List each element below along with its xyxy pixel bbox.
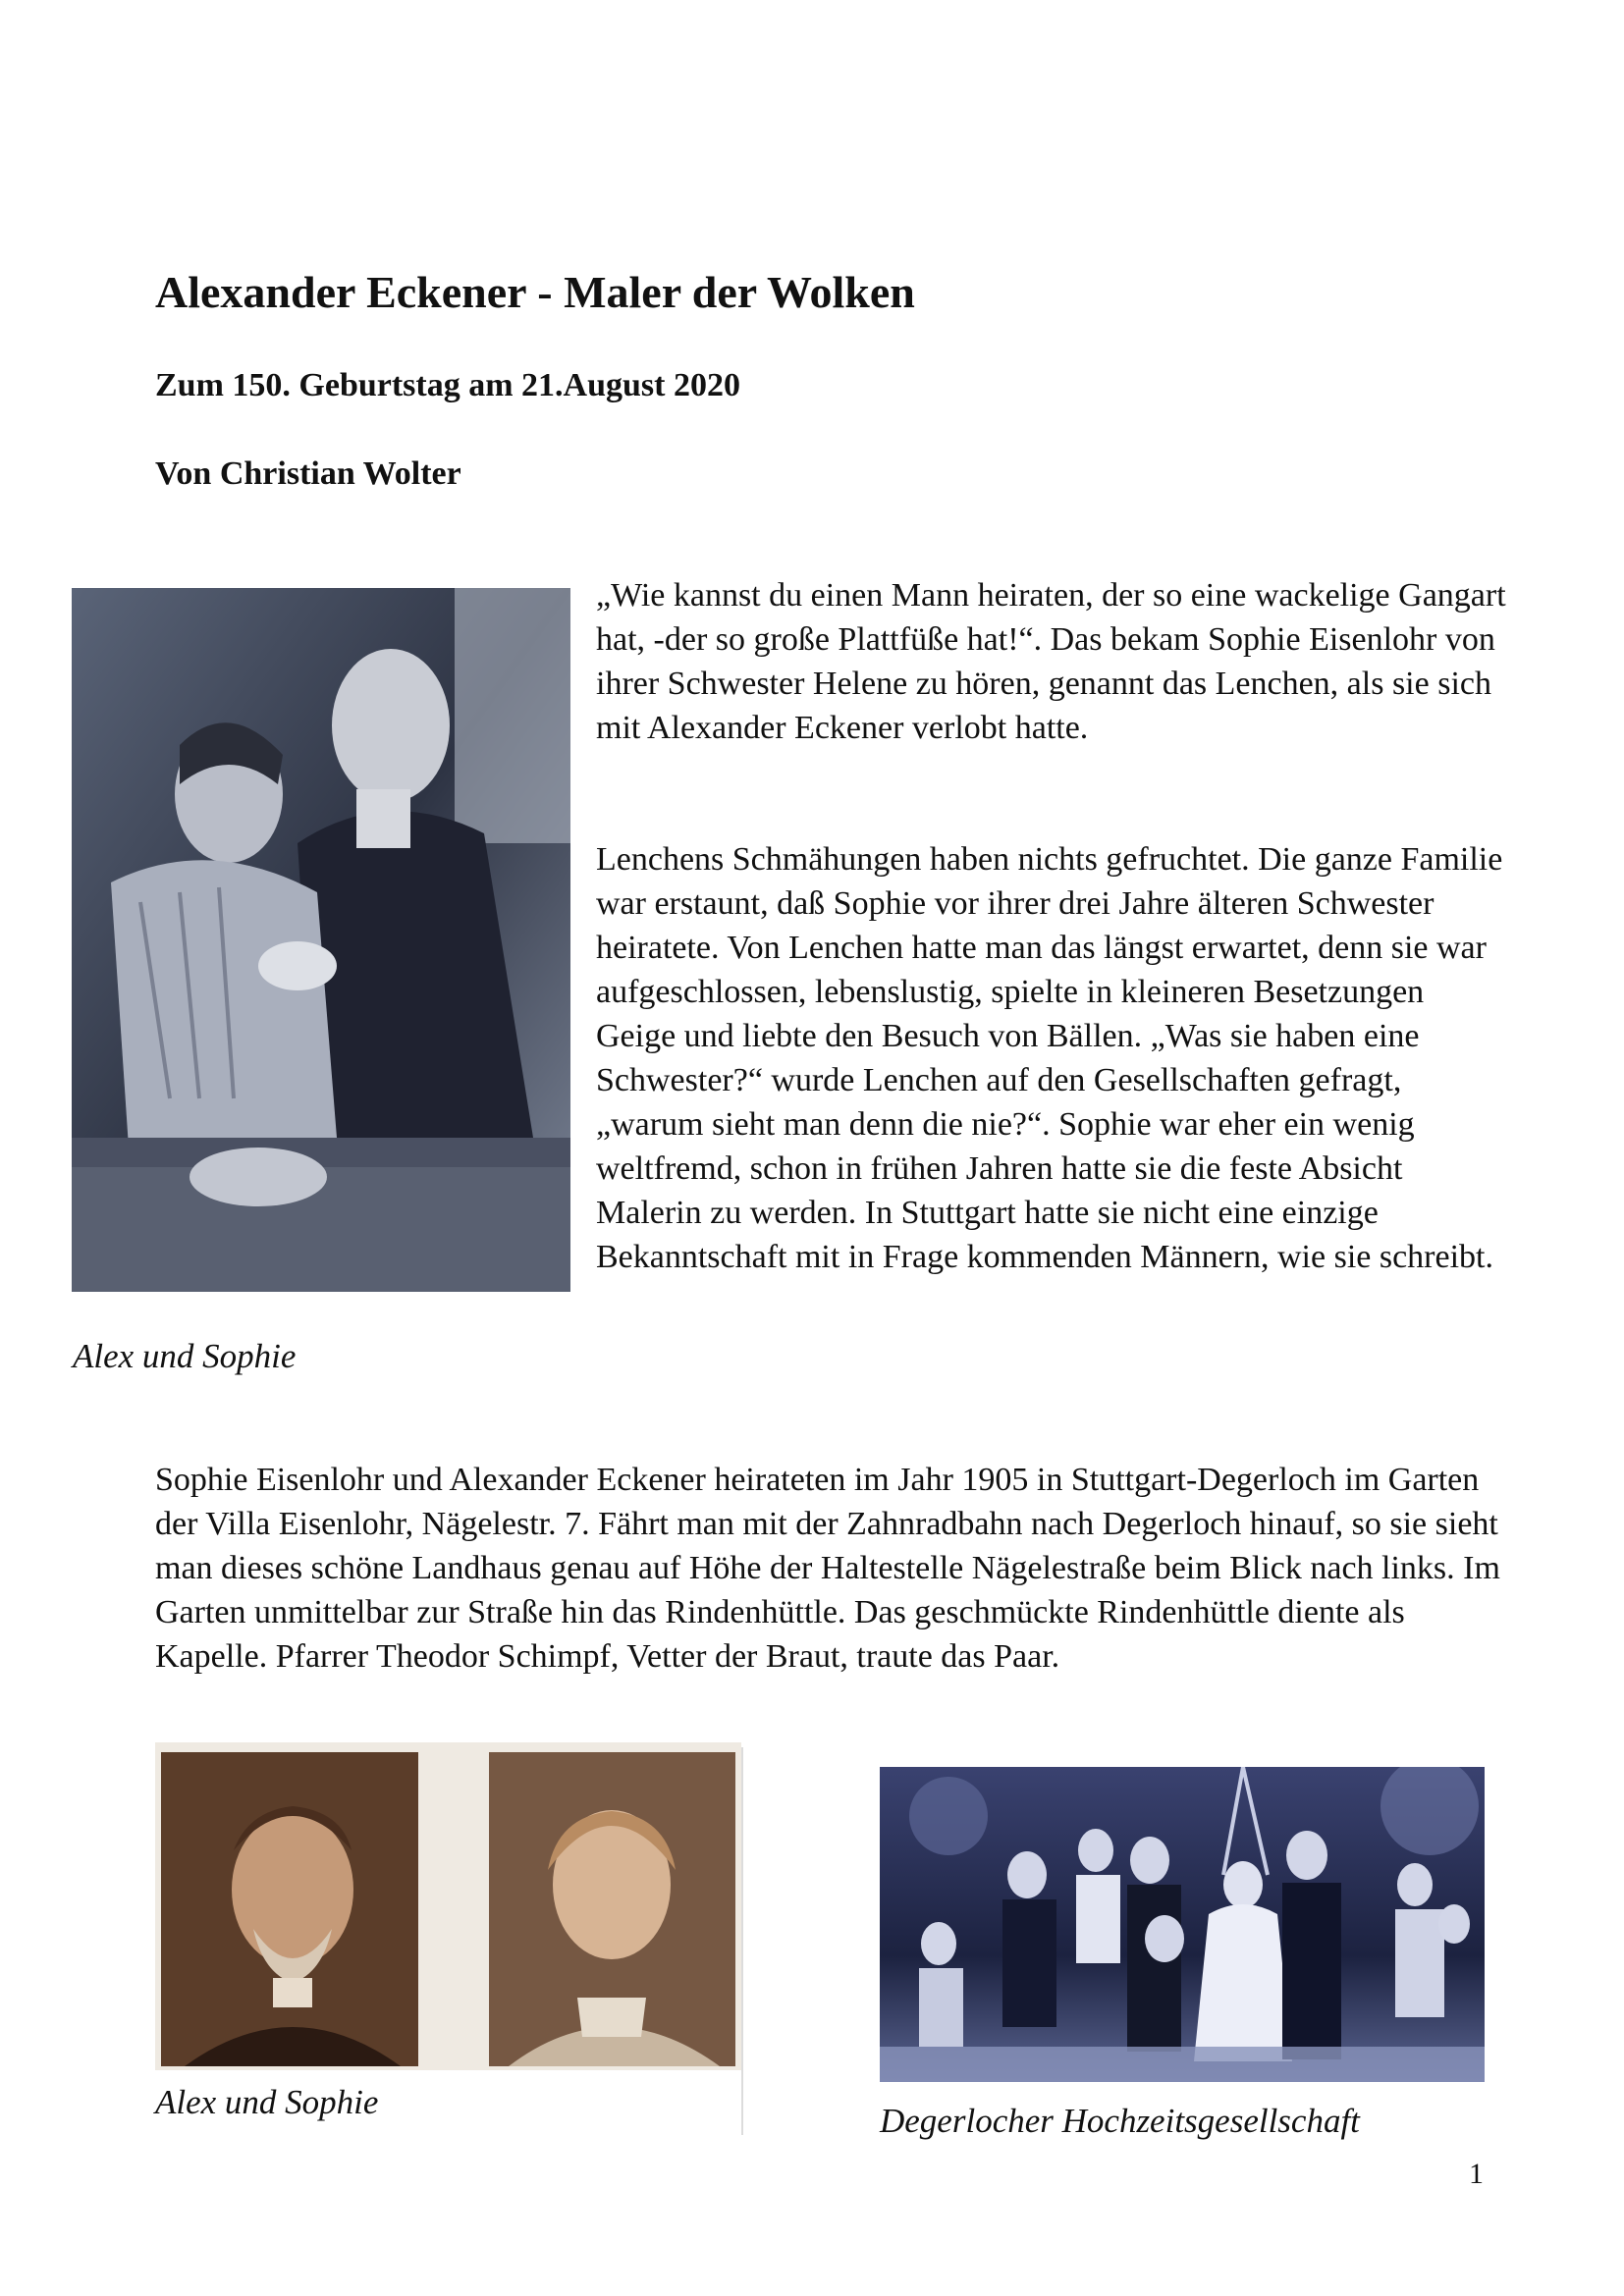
- caption-photo1: Alex und Sophie: [73, 1337, 297, 1375]
- document-author: Von Christian Wolter: [155, 455, 461, 492]
- document-subtitle: Zum 150. Geburtstag am 21.August 2020: [155, 367, 740, 403]
- document-title: Alexander Eckener - Maler der Wolken: [155, 267, 915, 317]
- photo-alex-und-sophie-portraits: [155, 1742, 741, 2070]
- photo2-edge: [741, 1747, 743, 2135]
- paragraph-wedding: Sophie Eisenlohr und Alexander Eckener heirateten im Jahr 1905 in Stuttgart-Degerloch im Garten der Villa Eisenlohr, Nägelestr. 7. Fährt man mit der Zahnradbahn nach Degerloch hinauf, so sie sieht man dieses schöne Landhaus genau auf Höhe der Haltestelle Nägelestraße beim Blick nach links. Im Garten unmittelbar zur Straße hin das Rindenhüttle. Das geschmückte Rindenhüttle diente als Kapelle. Pfarrer Theodor Schimpf, Vetter der Braut, traute das Paar.: [155, 1462, 1500, 1675]
- photo-alex-und-sophie-couple: [72, 588, 570, 1292]
- caption-photo3: Degerlocher Hochzeitsgesellschaft: [880, 2102, 1360, 2140]
- caption-photo2: Alex und Sophie: [155, 2083, 379, 2121]
- paragraph-intro: „Wie kannst du einen Mann heiraten, der so eine wackelige Gangart hat, -der so große Plattfüße hat!“. Das bekam Sophie Eisenlohr von ihrer Schwester Helene zu hören, genannt das Lenchen, als sie sich mit Alexander Eckener verlobt hatte.: [596, 577, 1506, 746]
- page-number: 1: [1469, 2158, 1484, 2190]
- paragraph-lenchen: Lenchens Schmähungen haben nichts gefruchtet. Die ganze Familie war erstaunt, daß Sophie vor ihrer drei Jahre älteren Schwester heiratete. Von Lenchen hatte man das längst erwartet, denn sie war aufgeschlossen, lebenslustig, spielte in kleineren Besetzungen Geige und liebte den Besuch von Bällen. „Was sie haben eine Schwester?“ wurde Lenchen auf den Gesellschaften gefragt, „warum sieht man denn die nie?“. Sophie war eher ein wenig weltfremd, schon in frühen Jahren hatte sie die feste Absicht Malerin zu werden. In Stuttgart hatte sie nicht eine einzige Bekanntschaft mit in Frage kommenden Männern, wie sie schreibt.: [596, 841, 1503, 1275]
- photo-wedding-party: [880, 1767, 1485, 2082]
